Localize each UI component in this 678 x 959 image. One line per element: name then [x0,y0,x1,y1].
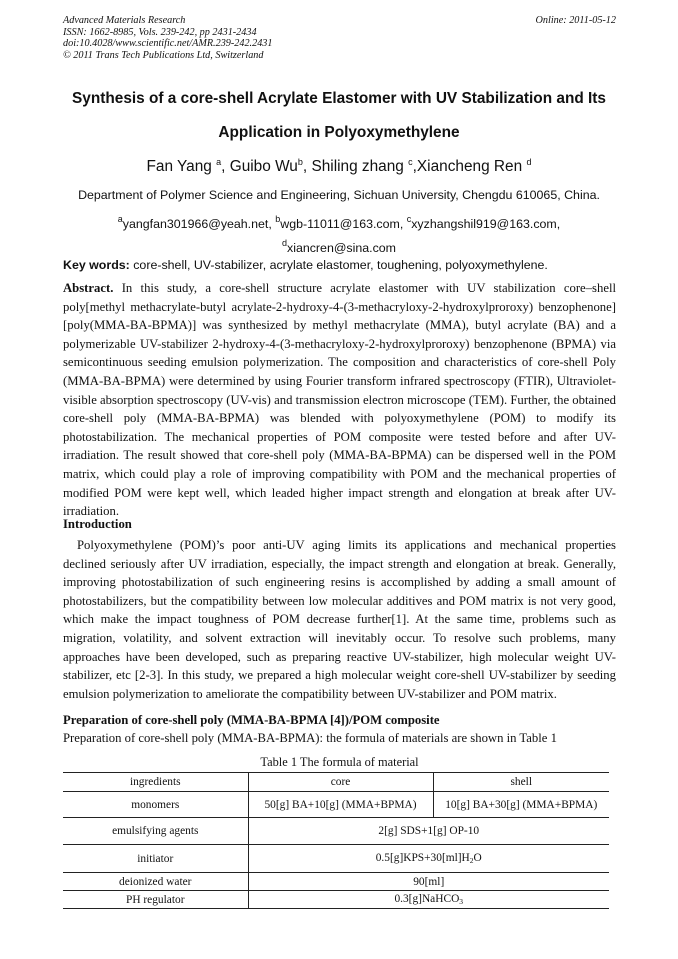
introduction-paragraph: Polyoxymethylene (POM)’s poor anti-UV aging limits its applications and mechanical properties declined seriously after UV irradiation, especially, the impact strength and elongation at break. Generally, improving photostabilization of such engineering resins is accomplished by adding a small amount of photostabilizers, but the compatibility between low molecular additives and POM matrix is not very good, which make the impact toughness of POM decrease further[1]. At the same time, problems such as migration, volatility, and solvent extraction will inevitably occur. To resolve such problems, many approaches have been developed, such as preparing reactive UV-stabilizer, high molecular weight UV-stabilizer, etc [2-3]. In this study, we prepared a high molecular weight core-shell UV-stabilizer by seeding emulsion polymerization to ameliorate the compatibility between UV-stabilizer and POM matrix. [63,538,616,701]
author-name: Guibo Wu [229,158,298,175]
author-mark: c [408,157,413,167]
author-mark: d [526,157,532,167]
author-separator: , [221,158,230,175]
author-emails [60,210,618,258]
author-list [40,157,638,176]
paper-title-line-2: Application in Polyoxymethylene [218,124,460,141]
introduction-heading: Introduction [63,517,132,531]
doi-line: doi:10.4028/www.scientific.net/AMR.239-242.2431 [63,38,273,49]
email-mark: b [275,214,281,224]
formula-text: 0.5[g]KPS+30[ml]H [375,852,470,864]
table-cell-label: PH regulator [125,893,185,906]
author-separator: , [412,158,417,175]
preparation-paragraph: Preparation of core-shell poly (MMA-BA-BPMA): the formula of materials are shown in Table 1 [63,731,557,745]
abstract-text: In this study, a core-shell structure acrylate elastomer with UV stabilization core–shell poly[methyl methacrylate-butyl acrylate-2-hydroxy-4-(3-methacryloxy-2-hydroxylproroxy) benzophenone] [poly(MMA-BA-BPMA)] was synthesized by methyl methacrylate (MMA), butyl acrylate (BA) and a polymerizable UV-stabilizer 2-hydroxy-4-(3-methacryloxy-2-hydroxylproroxy) benzophenone (BPMA) via semicontinuous seeding emulsion polymerization. The composition and characteristics of core-shell Poly (MMA-BA-BPMA) were determined by using Fourier transform infrared spectroscopy (FTIR), Ultraviolet-visible absorption spectroscopy (UV-vis) and transmission electron microscope (TEM). Further, the obtained core-shell poly (MMA-BA-BPMA) was blended with polyoxymethylene (POM) to modify its photostabilization. The mechanical properties of POM composite were tested before and after UV-irradiation. The result showed that core-shell poly (MMA-BA-BPMA) can be dispersed well in the POM matrix, which could play a role of improving compatibility with POM and the mechanical properties of modified POM were kept well, which leaded higher impact strength and elongation at break after UV-irradiation. [63,281,616,519]
table-cell [248,891,609,909]
table-row [63,792,609,818]
table-row [63,845,609,873]
author-mark: a [216,157,222,167]
journal-header [63,15,616,61]
online-date: Online: 2011-05-12 [535,15,616,26]
table-header-row [63,773,609,792]
email-link[interactable]: wgb-11011@163.com, [280,217,407,231]
author-name: Fan Yang [146,158,217,175]
email-mark: a [117,214,123,224]
table-cell: 90[ml] [248,873,609,891]
author-mark: b [297,157,303,167]
table-cell: 50[g] BA+10[g] (MMA+BPMA) [248,792,433,818]
keywords-label: Key words: [63,258,130,272]
abstract [63,279,616,521]
table-row [63,891,609,909]
table-row [63,818,609,845]
author-name: Shiling zhang [311,158,409,175]
email-link[interactable]: xyzhangshil919@163.com, [411,217,561,231]
formula-subscript: 3 [459,897,464,906]
table-header-cell: shell [433,773,609,792]
abstract-label: Abstract. [63,281,114,295]
copyright-line: © 2011 Trans Tech Publications Ltd, Switzerland [63,49,264,61]
table-cell-label: monomers [131,798,180,811]
formula-text: 0.3[g]NaHCO [394,893,460,905]
keywords [63,258,616,272]
email-link[interactable]: yangfan301966@yeah.net, [122,217,276,231]
formula-text: O [473,852,482,864]
table-cell-label: initiator [137,852,174,865]
email-link[interactable]: xiancren@sina.com [287,241,396,255]
table-cell [248,845,609,873]
table-cell-label: deionized water [119,875,192,888]
paper-title-line-1: Synthesis of a core-shell Acrylate Elastomer with UV Stabilization and Its [72,90,606,107]
email-mark: c [406,214,412,224]
author-name: Xiancheng Ren [416,158,527,175]
formula-subscript: 2 [469,856,474,865]
email-mark: d [281,238,287,248]
table-header-cell: ingredients [129,776,181,788]
journal-name: Advanced Materials Research [63,15,186,26]
issn-line: ISSN: 1662-8985, Vols. 239-242, pp 2431-2434 [63,26,257,38]
author-separator: , [302,158,312,175]
table-cell-label: emulsifying agents [112,825,199,837]
keywords-text: core-shell, UV-stabilizer, acrylate elastomer, toughening, polyoxymethylene. [129,258,548,272]
table-cell: 2[g] SDS+1[g] OP-10 [248,818,609,845]
table-header-cell: core [248,773,433,792]
table-row [63,873,609,891]
formula-table [63,772,609,909]
table-cell: 10[g] BA+30[g] (MMA+BPMA) [433,792,609,818]
preparation-heading: Preparation of core-shell poly (MMA-BA-BPMA [4])/POM composite [63,713,440,727]
affiliation: Department of Polymer Science and Engineering, Sichuan University, Chengdu 610065, China. [78,188,600,202]
table-caption: Table 1 The formula of material [260,755,419,769]
